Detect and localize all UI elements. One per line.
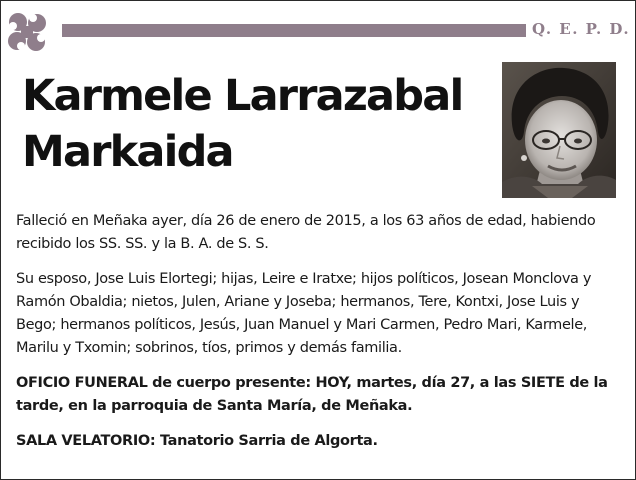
name-line-1: Karmele Larrazabal xyxy=(22,71,463,121)
deceased-name xyxy=(22,68,492,180)
death-paragraph: Falleció en Meñaka ayer, día 26 de enero de 2015, a los 63 años de edad, habiendo recibido los SS. SS. y la B. A. de S. S. xyxy=(16,213,596,252)
deceased-photo xyxy=(502,62,616,198)
obituary-text xyxy=(16,210,616,453)
wake-paragraph: SALA VELATORIO: Tanatorio Sarria de Algorta. xyxy=(16,433,378,449)
funeral-paragraph: OFICIO FUNERAL de cuerpo presente: HOY, martes, día 27, a las SIETE de la tarde, en la parroquia de Santa María, de Meñaka. xyxy=(16,375,608,414)
portrait-image xyxy=(502,62,616,198)
name-line-2: Markaida xyxy=(22,127,233,177)
header xyxy=(0,0,636,56)
lauburu-icon xyxy=(4,9,50,55)
qepd-label: Q. E. P. D. xyxy=(532,20,631,38)
family-paragraph: Su esposo, Jose Luis Elortegi; hijas, Leire e Iratxe; hijos políticos, Josean Monclova y Ramón Obaldia; nietos, Julen, Ariane y Joseba; hermanos, Tere, Kontxi, Jose Luis y Bego; hermanos políticos, Jesús, Juan Manuel y Mari Carmen, Pedro Mari, Karmele, Marilu y Txomin; sobrinos, tíos, primos y demás familia. xyxy=(16,271,592,356)
header-bar xyxy=(62,24,526,37)
